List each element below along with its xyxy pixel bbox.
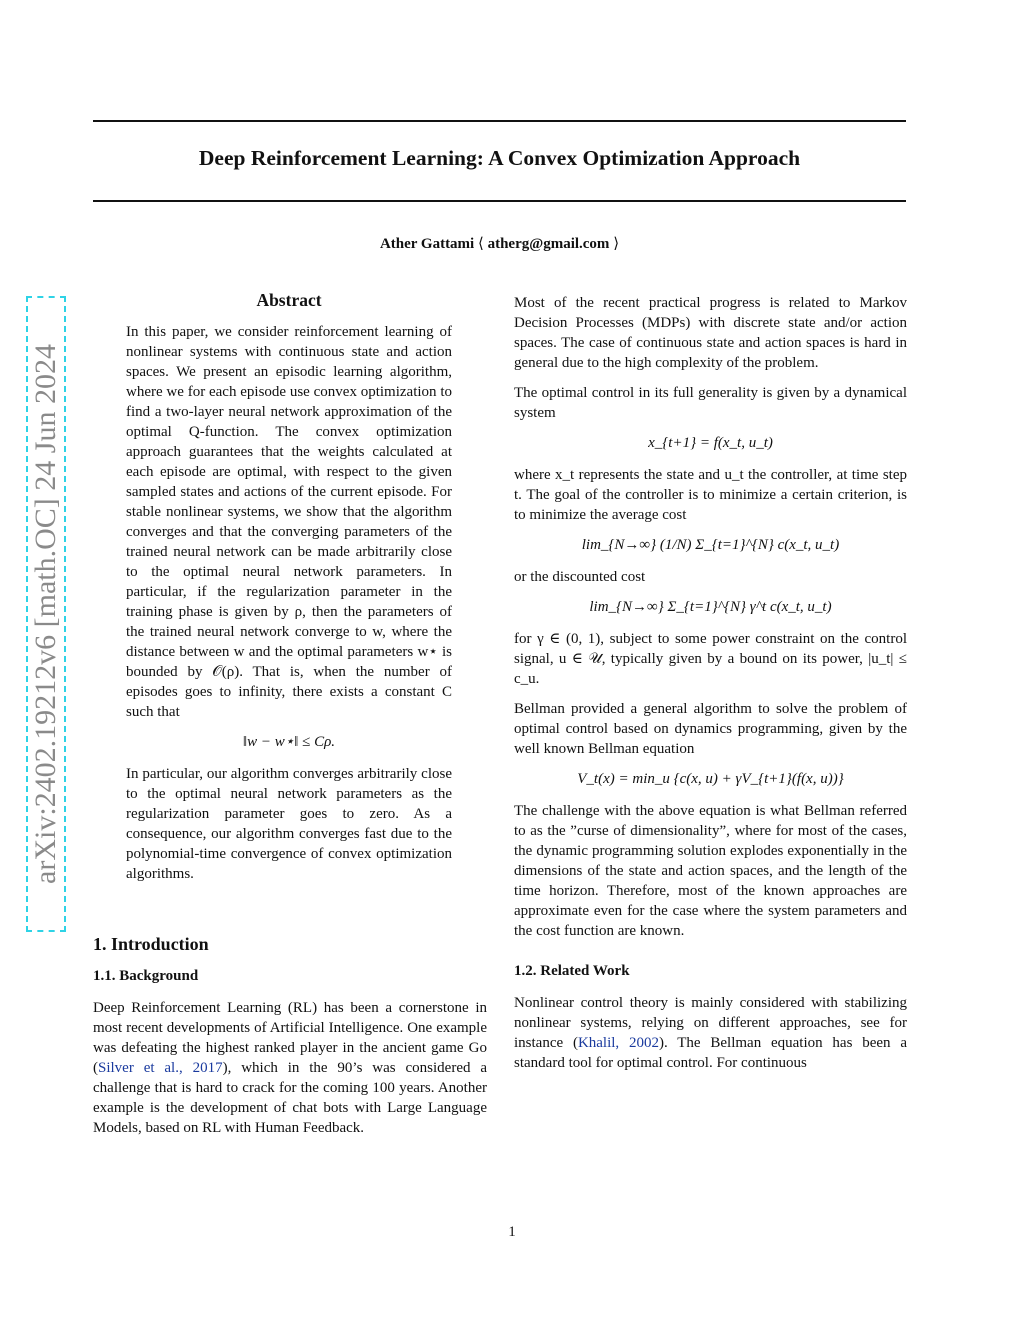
citation-khalil[interactable]: Khalil, 2002 xyxy=(577,1035,659,1051)
related-work-text-b: ). The Bellman equation has been a standard tool for optimal control. For continuous xyxy=(514,1035,907,1071)
right-column xyxy=(514,293,907,1083)
background-text-a: Deep Reinforcement Learning (RL) has been a cornerstone in most recent developments of Artificial Intelligence. One example was defeating the highest ranked player in the ancient game Go ( xyxy=(93,1000,487,1076)
abstract-paragraph-2: In particular, our algorithm converges arbitrarily close to the optimal neural network parameters as the regularization parameter goes to zero. As a consequence, our algorithm converges fast due to the polynomial-time convergence of convex optimization algorithms. xyxy=(126,766,452,882)
equation-dynamics: x_{t+1} = f(x_t, u_t) xyxy=(648,435,773,451)
background-text-b: ), which in the 90’s was considered a challenge that is hard to crack for the coming 100 years. Another example is the development of chat bots with Large Language Models, based on RL with Human Feedback. xyxy=(93,1060,487,1136)
abstract-equation: ‖w − w⋆‖ ≤ Cρ. xyxy=(242,734,336,750)
abstract-paragraph-1: In this paper, we consider reinforcement learning of nonlinear systems with continuous state and action spaces. We present an episodic learning algorithm, where we for each episode use convex optimization to find a two-layer neural network approximation of the optimal Q-function. The convex optimization approach guarantees that the weights calculated at each episode are optimal, with respect to the given sampled states and actions of the current episode. For stable nonlinear systems, we show that the algorithm converges and that the converging parameters of the trained neural network can be made arbitrarily close to the optimal neural network parameters. In particular, if the regularization parameter in the training phase is given by ρ, then the parameters of the trained neural network converge to w, where the distance between w and the optimal parameters w⋆ is bounded by 𝒪(ρ). That is, when the number of episodes goes to infinity, there exists a constant C such that xyxy=(126,324,452,720)
left-column xyxy=(93,290,487,1148)
section-heading-introduction: 1. Introduction xyxy=(93,934,209,954)
paper-title: Deep Reinforcement Learning: A Convex Optimization Approach xyxy=(198,146,801,170)
related-work-text-a: Nonlinear control theory is mainly considered with stabilizing nonlinear systems, relying on different approaches, see for instance ( xyxy=(514,995,907,1051)
intro-paragraph-gamma: for γ ∈ (0, 1), subject to some power constraint on the control signal, u ∈ 𝒰, typically given by a bound on its power, |u_t| ≤ c_u. xyxy=(514,631,907,687)
author-email: atherg@gmail.com xyxy=(487,236,610,252)
abstract-section xyxy=(126,290,452,884)
page-number: 1 xyxy=(508,1224,516,1240)
subsection-heading-background: 1.1. Background xyxy=(93,968,199,984)
equation-discounted-cost: lim_{N→∞} Σ_{t=1}^{N} γ^t c(x_t, u_t) xyxy=(589,599,832,615)
abstract-heading: Abstract xyxy=(256,290,322,310)
author-name: Ather Gattami xyxy=(379,236,475,252)
email-close-bracket: ⟩ xyxy=(613,236,620,252)
intro-paragraph-state: where x_t represents the state and u_t the controller, at time step t. The goal of the controller is to minimize a certain criterion, is to minimize the average cost xyxy=(514,467,907,523)
intro-paragraph-discounted: or the discounted cost xyxy=(514,569,646,585)
equation-bellman: V_t(x) = min_u {c(x, u) + γV_{t+1}(f(x, u))} xyxy=(577,771,844,787)
citation-silver[interactable]: Silver et al., 2017 xyxy=(98,1060,223,1076)
title-bottom-rule xyxy=(93,200,906,202)
background-paragraph xyxy=(93,998,487,1138)
email-open-bracket: ⟨ xyxy=(477,236,484,252)
arxiv-id: arXiv:2402.19212v6 [math.OC] 24 Jun 2024 xyxy=(29,344,62,884)
intro-paragraph-optimal-control: The optimal control in its full generality is given by a dynamical system xyxy=(514,385,907,421)
subsection-heading-related-work: 1.2. Related Work xyxy=(514,963,630,979)
intro-paragraph-curse: The challenge with the above equation is what Bellman referred to as the ”curse of dimensionality”, where for most of the cases, the dynamic programming solution explodes exponentially in the dimensions of the state and action spaces, and the length of the time horizon. Therefore, most of the known approaches are approximate even for the case where the system parameters and the cost function are known. xyxy=(514,803,907,939)
related-work-paragraph xyxy=(514,993,907,1073)
author-line xyxy=(93,234,906,253)
equation-average-cost: lim_{N→∞} (1/N) Σ_{t=1}^{N} c(x_t, u_t) xyxy=(581,537,840,553)
intro-paragraph-bellman: Bellman provided a general algorithm to solve the problem of optimal control based on dynamics programming, given by the well known Bellman equation xyxy=(514,701,907,757)
intro-paragraph-mdp: Most of the recent practical progress is related to Markov Decision Processes (MDPs) with discrete state and/or action spaces. The case of continuous state and action spaces is hard in general due to the high complexity of the problem. xyxy=(514,295,907,371)
title-top-rule xyxy=(93,120,906,122)
arxiv-stamp xyxy=(26,296,66,932)
